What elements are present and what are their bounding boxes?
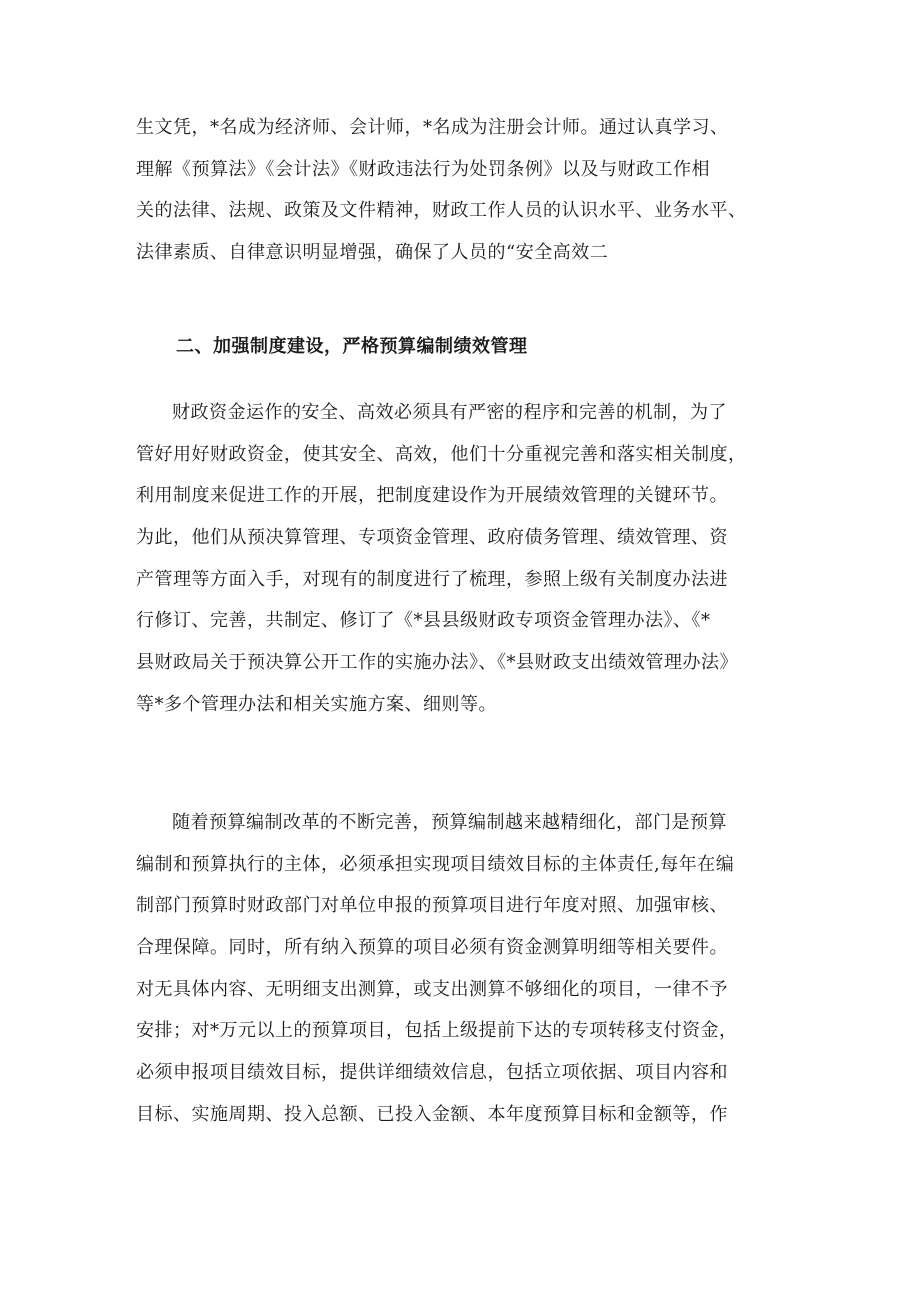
paragraph-continued	[136, 113, 796, 268]
paragraph-line: 生文凭，*名成为经济师、会计师，*名成为注册会计师。通过认真学习、	[136, 117, 729, 138]
paragraph-line: 为此，他们从预决算管理、专项资金管理、政府债务管理、绩效管理、资	[136, 527, 728, 549]
paragraph-line: 理解《预算法》《会计法》《财政违法行为处罚条例》以及与财政工作相	[136, 158, 710, 180]
paragraph-line: 县财政局关于预决算公开工作的实施办法》、《*县财政支出绩效管理办法》	[136, 652, 738, 674]
section-heading: 二、加强制度建设，严格预算编制绩效管理	[176, 336, 528, 357]
paragraph-line: 法律素质、自律意识明显增强，确保了人员的“安全高效二	[136, 242, 609, 264]
paragraph-line: 编制和预算执行的主体，必须承担实现项目绩效目标的主体责任,每年在编	[136, 853, 735, 875]
paragraph-line: 等*多个管理办法和相关实施方案、细则等。	[136, 693, 497, 715]
paragraph-line: 产管理等方面入手，对现有的制度进行了梳理，参照上级有关制度办法进	[136, 568, 728, 590]
paragraph-line: 安排；对*万元以上的预算项目，包括上级提前下达的专项转移支付资金，	[136, 1020, 738, 1042]
paragraph-budget-reform	[136, 808, 796, 1130]
paragraph-line: 关的法律、法规、政策及文件精神，财政工作人员的认识水平、业务水平、	[136, 200, 747, 222]
paragraph-line: 利用制度来促进工作的开展，把制度建设作为开展绩效管理的关键环节。	[136, 485, 728, 507]
paragraph-line: 随着预算编制改革的不断完善，预算编制越来越精细化，部门是预算	[172, 812, 727, 833]
paragraph-institution-building	[136, 398, 796, 720]
paragraph-line: 财政资金运作的安全、高效必须具有严密的程序和完善的机制，为了	[172, 402, 727, 423]
paragraph-line: 制部门预算时财政部门对单位申报的预算项目进行年度对照、加强审核、	[136, 895, 728, 917]
paragraph-line: 合理保障。同时，所有纳入预算的项目必须有资金测算明细等相关要件。	[136, 937, 728, 959]
paragraph-line: 必须申报项目绩效目标，提供详细绩效信息，包括立项依据、项目内容和	[136, 1062, 728, 1084]
paragraph-line: 管好用好财政资金，使其安全、高效，他们十分重视完善和落实相关制度，	[136, 443, 747, 465]
paragraph-line: 对无具体内容、无明细支出测算，或支出测算不够细化的项目，一律不予	[136, 978, 728, 1000]
paragraph-line: 行修订、完善，共制定、修订了《*县县级财政专项资金管理办法》、《*	[136, 610, 711, 632]
paragraph-line: 目标、实施周期、投入总额、已投入金额、本年度预算目标和金额等，作	[136, 1103, 728, 1125]
